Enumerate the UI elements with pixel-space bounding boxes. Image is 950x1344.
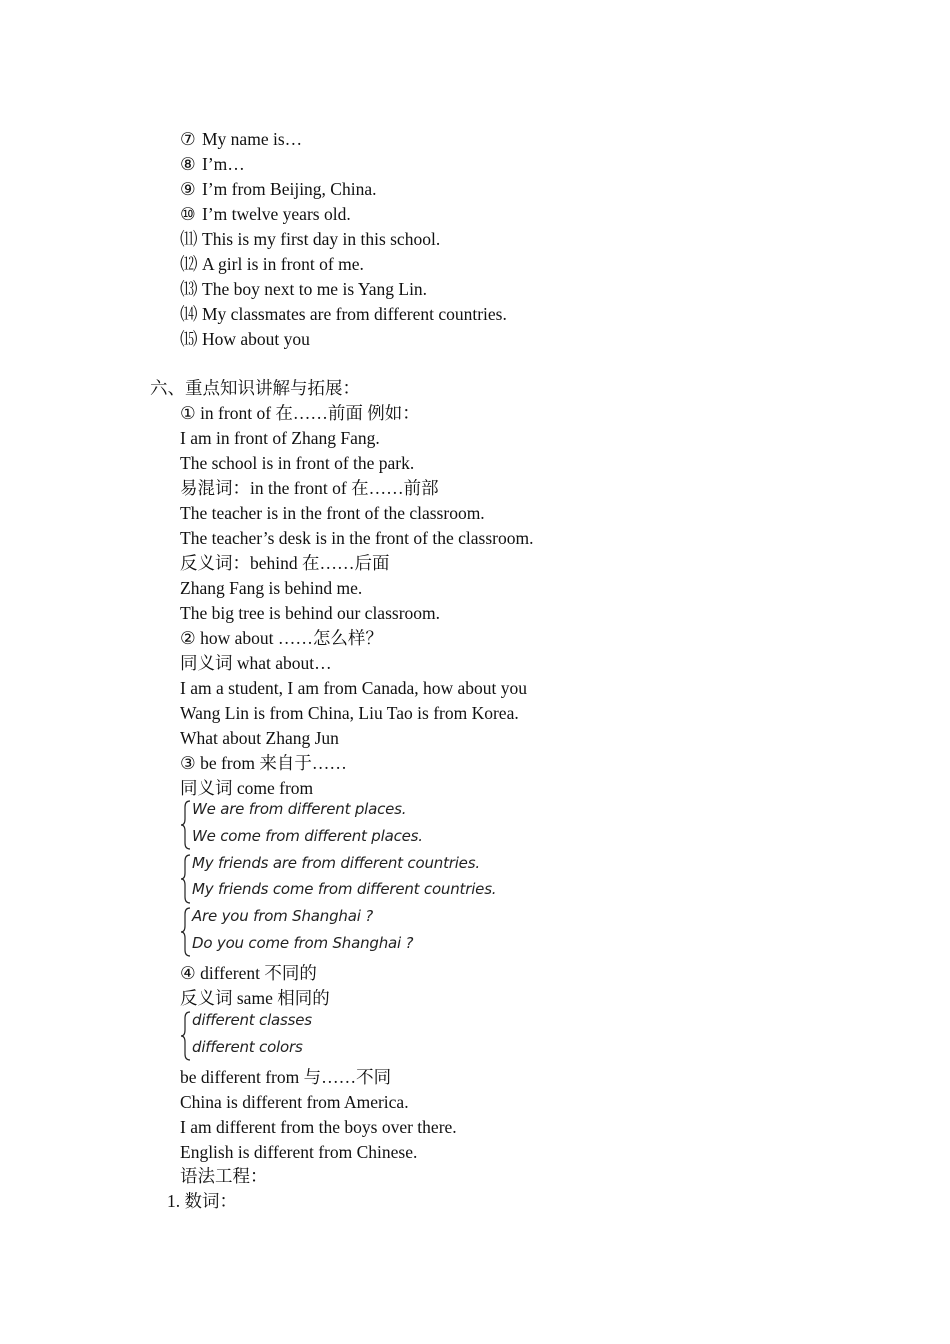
point-heading: ① in front of 在……前面 例如： <box>180 403 420 423</box>
phrase-number: ⒂ <box>180 329 198 349</box>
pair-sentence: Do you come from Shanghai ? <box>192 934 414 952</box>
phrase-line <box>180 228 440 250</box>
phrase-line <box>180 278 427 300</box>
pair-sentence: We are from different places. <box>192 800 407 818</box>
phrase-number: ⑿ <box>180 254 198 274</box>
example-sentence: I am different from the boys over there. <box>180 1117 457 1137</box>
phrase-line <box>180 303 507 325</box>
phrase-note: be different from 与……不同 <box>180 1067 392 1087</box>
antonym-note: 反义词 same 相同的 <box>180 988 330 1008</box>
pair-sentence: My friends are from different countries. <box>192 854 480 872</box>
example-sentence: Wang Lin is from China, Liu Tao is from Korea. <box>180 703 519 723</box>
point-heading: ② how about ……怎么样？ <box>180 628 383 648</box>
brace-pair <box>180 799 520 851</box>
point-heading: ③ be from 来自于…… <box>180 753 347 773</box>
section-title: 六、重点知识讲解与拓展： <box>150 378 360 398</box>
pair-sentence: My friends come from different countries. <box>192 880 497 898</box>
phrase-number: ⑾ <box>180 229 198 249</box>
synonym-note: 同义词 come from <box>180 778 314 798</box>
phrase-line <box>180 153 245 175</box>
phrase-text: I’m from Beijing, China. <box>202 179 377 199</box>
synonym-note: 同义词 what about… <box>180 653 332 673</box>
grammar-item: 1. 数词： <box>167 1191 237 1211</box>
phrase-text: My classmates are from different countries. <box>202 304 507 324</box>
phrase-number: ⑧ <box>180 154 196 174</box>
phrase-text: My name is… <box>202 129 303 149</box>
phrase-line <box>180 178 377 200</box>
curly-brace-icon <box>180 799 192 851</box>
phrase-number: ⑩ <box>180 204 196 224</box>
confusable-word: 易混词：in the front of 在……前部 <box>180 478 439 498</box>
pair-phrase: different colors <box>192 1038 303 1056</box>
phrase-text: The boy next to me is Yang Lin. <box>202 279 428 299</box>
example-sentence: The teacher’s desk is in the front of the classroom. <box>180 528 534 548</box>
example-sentence: The teacher is in the front of the classroom. <box>180 503 485 523</box>
phrase-text: How about you <box>202 329 310 349</box>
curly-brace-icon <box>180 1010 192 1062</box>
pair-sentence: We come from different places. <box>192 827 423 845</box>
brace-pair <box>180 906 520 958</box>
phrase-number: ⑦ <box>180 129 196 149</box>
phrase-text: A girl is in front of me. <box>202 254 364 274</box>
grammar-title: 语法工程： <box>180 1166 268 1186</box>
example-sentence: I am a student, I am from Canada, how about you <box>180 678 527 698</box>
phrase-line <box>180 253 364 275</box>
phrase-number: ⑨ <box>180 179 196 199</box>
phrase-text: I’m twelve years old. <box>202 204 351 224</box>
example-sentence: China is different from America. <box>180 1092 409 1112</box>
brace-pair <box>180 853 520 905</box>
example-sentence: The big tree is behind our classroom. <box>180 603 441 623</box>
phrase-text: I’m… <box>202 154 245 174</box>
pair-sentence: Are you from Shanghai ? <box>192 907 374 925</box>
example-sentence: What about Zhang Jun <box>180 728 339 748</box>
curly-brace-icon <box>180 853 192 905</box>
phrase-number: ⒀ <box>180 279 198 299</box>
brace-pair <box>180 1010 520 1062</box>
phrase-line <box>180 328 310 350</box>
phrase-number: ⒁ <box>180 304 198 324</box>
example-sentence: The school is in front of the park. <box>180 453 415 473</box>
phrase-line <box>180 203 351 225</box>
antonym-note: 反义词：behind 在……后面 <box>180 553 390 573</box>
example-sentence: Zhang Fang is behind me. <box>180 578 363 598</box>
example-sentence: I am in front of Zhang Fang. <box>180 428 380 448</box>
curly-brace-icon <box>180 906 192 958</box>
phrase-text: This is my first day in this school. <box>202 229 441 249</box>
pair-phrase: different classes <box>192 1011 312 1029</box>
phrase-line <box>180 128 302 150</box>
point-heading: ④ different 不同的 <box>180 963 317 983</box>
example-sentence: English is different from Chinese. <box>180 1142 418 1162</box>
